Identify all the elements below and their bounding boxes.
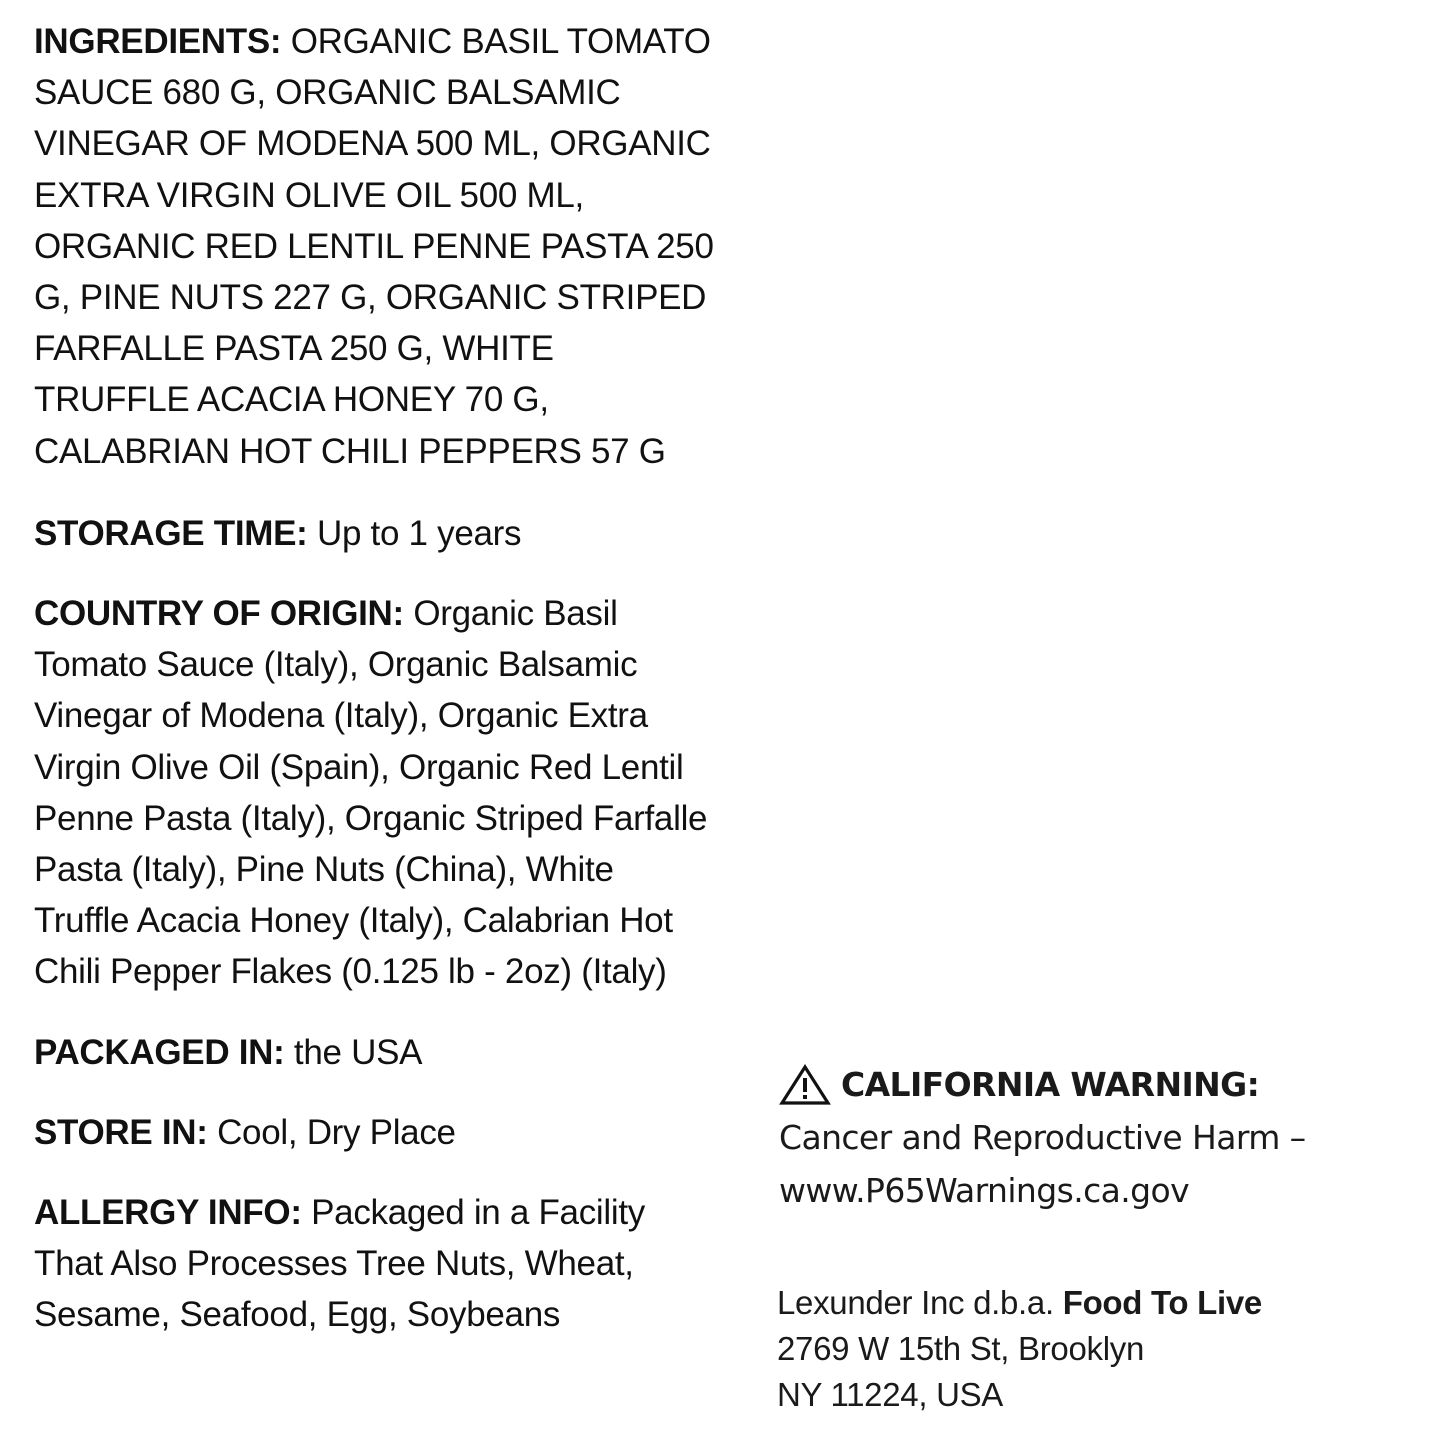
storage-time-label: STORAGE TIME: <box>34 513 308 553</box>
storage-time-section <box>34 508 714 559</box>
ingredients-section <box>34 16 714 477</box>
ingredients-text: ORGANIC BASIL TOMATO SAUCE 680 G, ORGANIC BALSAMIC VINEGAR OF MODENA 500 ML, ORGANIC EXTRA VIRGIN OLIVE OIL 500 ML, ORGANIC RED LENTIL PENNE PASTA 250 G, PINE NUTS 227 G, ORGANIC STRIPED FARFALLE PASTA 250 G, WHITE TRUFFLE ACACIA HONEY 70 G, CALABRIAN HOT CHILI PEPPERS 57 G <box>34 22 714 471</box>
address-line-2: NY 11224, USA <box>777 1376 1004 1413</box>
company-prefix: Lexunder Inc d.b.a. <box>777 1284 1054 1321</box>
storage-time-text: Up to 1 years <box>316 513 522 553</box>
address-line-1: 2769 W 15th St, Brooklyn <box>777 1330 1144 1367</box>
warning-title: CALIFORNIA WARNING: <box>841 1065 1260 1104</box>
packaged-in-section <box>34 1027 714 1078</box>
packaged-in-label: PACKAGED IN: <box>34 1032 285 1072</box>
product-info-column <box>34 16 714 1341</box>
allergy-info-label: ALLERGY INFO: <box>34 1193 302 1233</box>
company-name-line <box>777 1280 1417 1326</box>
warning-heading <box>779 1058 1419 1111</box>
allergy-info-section <box>34 1187 714 1341</box>
ingredients-label: INGREDIENTS: <box>34 22 282 61</box>
country-of-origin-text: Organic Basil Tomato Sauce (Italy), Organic Balsamic Vinegar of Modena (Italy), Organic Extra Virgin Olive Oil (Spain), Organic Red Lentil Penne Pasta (Italy), Organic Striped Farfalle Pasta (Italy), Pine Nuts (China), White Truffle Acacia Honey (Italy), Calabrian Hot Chili Pepper Flakes (0.125 lb - 2oz) (Italy) <box>34 594 708 992</box>
country-of-origin-label: COUNTRY OF ORIGIN: <box>34 594 404 634</box>
packaged-in-text: the USA <box>293 1032 423 1072</box>
country-of-origin-section <box>34 588 714 998</box>
california-warning <box>779 1058 1419 1217</box>
warning-line-1: Cancer and Reproductive Harm – <box>779 1118 1306 1157</box>
store-in-text: Cool, Dry Place <box>217 1112 456 1152</box>
company-info <box>777 1280 1417 1418</box>
brand-name: Food To Live <box>1062 1284 1262 1321</box>
warning-line-2: www.P65Warnings.ca.gov <box>779 1171 1189 1210</box>
warning-triangle-icon <box>779 1064 831 1106</box>
store-in-label: STORE IN: <box>34 1112 208 1152</box>
store-in-section <box>34 1107 714 1158</box>
allergy-info-text: Packaged in a Facility That Also Processes Tree Nuts, Wheat, Sesame, Seafood, Egg, Soybeans <box>34 1193 645 1335</box>
